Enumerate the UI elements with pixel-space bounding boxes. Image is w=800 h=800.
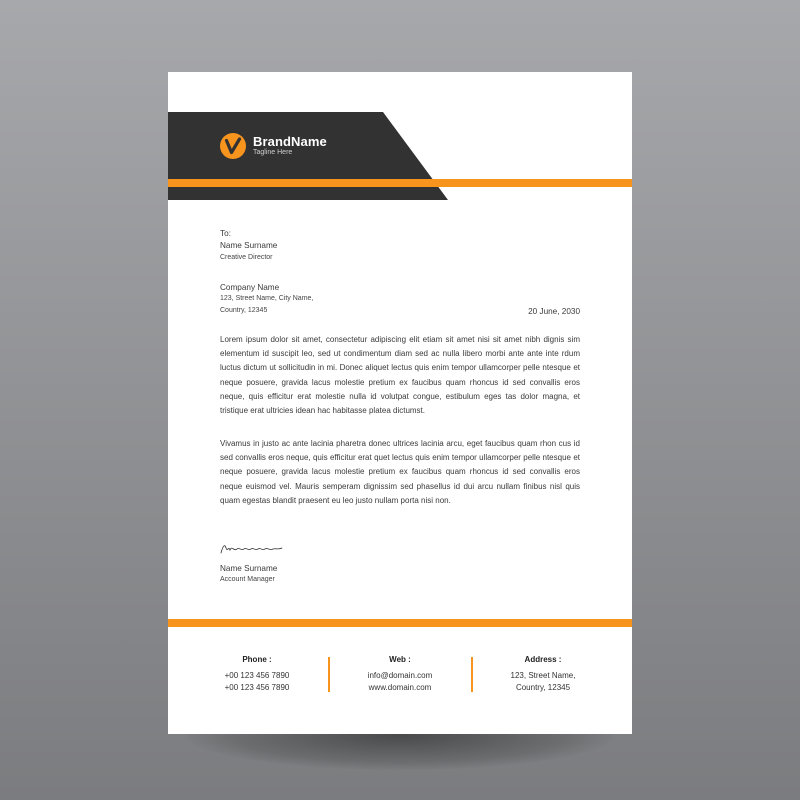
brand-tagline: Tagline Here — [253, 149, 293, 156]
footer-divider-1 — [328, 657, 330, 692]
footer-address-line1: 123, Street Name, — [510, 671, 576, 680]
footer-phone-line1: +00 123 456 7890 — [224, 671, 290, 680]
footer-web-url[interactable]: www.domain.com — [368, 682, 432, 692]
letterhead-page — [168, 72, 632, 734]
recipient-name: Name Surname — [220, 241, 278, 250]
signature-script — [220, 542, 284, 556]
header-orange-stripe — [168, 179, 632, 187]
company-name: Company Name — [220, 283, 280, 292]
footer-address — [483, 655, 603, 693]
footer-orange-stripe — [168, 619, 632, 627]
footer-phone-label: Phone : — [242, 655, 272, 664]
to-label: To: — [220, 229, 231, 238]
footer-web — [340, 655, 460, 693]
footer-phone-line2: +00 123 456 7890 — [224, 682, 290, 692]
footer-web-label: Web : — [389, 655, 411, 664]
footer-phone — [197, 655, 317, 693]
brand-name: BrandName — [253, 134, 327, 149]
v-check-icon — [220, 133, 246, 159]
footer-divider-2 — [471, 657, 473, 692]
footer-address-label: Address : — [524, 655, 562, 664]
body-paragraph-2: Vivamus in justo ac ante lacinia pharetra donec ultrices lacinia arcu, eget faucibus quam rhon cus id sed convallis eros neque, quis efficitur erat quet lectus quis enim tempor ullamcorper pelle ntesque et neque posuere, gravida lacus molestie pretium ex faucibus quam rhoncus id sed convallis eros neque euismod vel. Mauris semperam dignissim sed phasellus id dui arcu nullam finibus nisl quis quam egestas blandit praesent eu leo justo nullam porta nisi non. — [220, 439, 580, 505]
footer-address-line2: Country, 12345 — [515, 682, 571, 692]
company-address-line2: Country, 12345 — [220, 307, 268, 314]
company-address-line1: 123, Street Name, City Name, — [220, 295, 314, 302]
footer — [168, 627, 632, 734]
letter-date: 20 June, 2030 — [528, 307, 580, 316]
body-paragraph-1: Lorem ipsum dolor sit amet, consectetur adipiscing elit etiam sit amet nisi sit amet nibh dignis sim elementum id suscipit leo, sed ut condimentum diam sed ac nulla libero morbi ante ante inte rdum luctus dictum ut sollicitudin in mi. Donec aliquet lectus quis enim tempor ullamcorper pelle ntesque et neque posuere, gravida lacus molestie pretium ex faucibus quam rhoncus id sed convallis eros neque, quis efficitur erat molestie nulla id volutpat congue, estibulum eges tas dolor magna, et tristique erat ultricies idean hac habitasse platea dictumst. — [220, 335, 580, 416]
footer-web-email[interactable]: info@domain.com — [367, 671, 433, 680]
recipient-title: Creative Director — [220, 254, 273, 261]
signer-name: Name Surname — [220, 564, 278, 573]
signer-title: Account Manager — [220, 576, 275, 583]
